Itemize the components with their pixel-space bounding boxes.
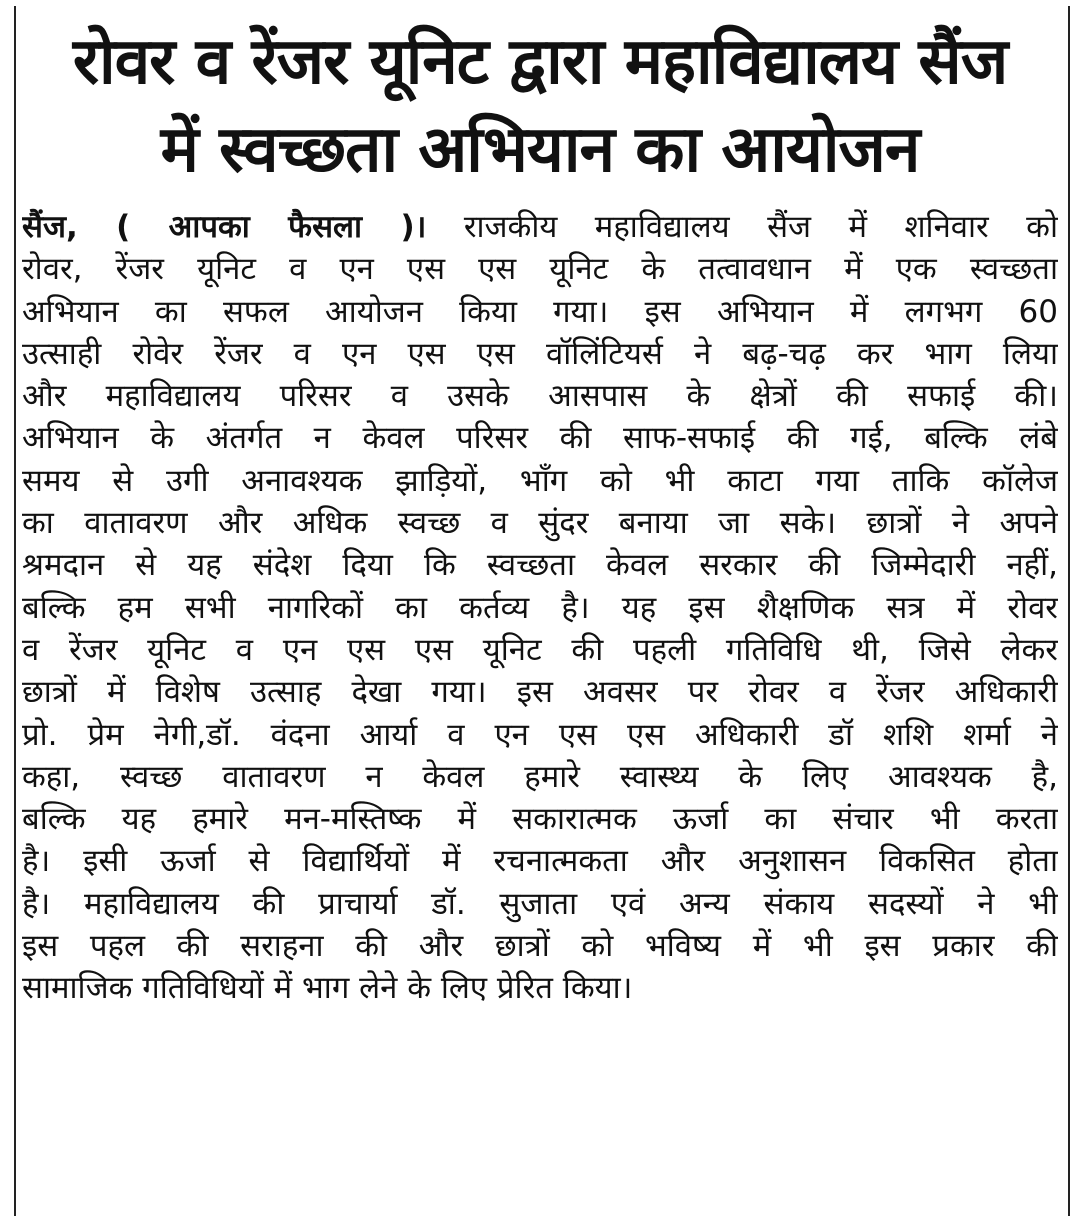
article-line: रोवर, रेंजर यूनिट व एन एस एस यूनिट के तत्वावधान में एक स्वच्छता (22, 251, 1058, 288)
article-line: है। इसी ऊर्जा से विद्यार्थियों में रचनात्मकता और अनुशासन विकसित होता (22, 843, 1058, 880)
article-line: है। महाविद्यालय की प्राचार्या डॉ. सुजाता एवं अन्य संकाय सदस्यों ने भी (22, 885, 1058, 922)
article-body (22, 206, 1058, 1010)
article-line: कहा, स्वच्छ वातावरण न केवल हमारे स्वास्थ्य के लिए आवश्यक है, (22, 758, 1058, 795)
article-line: और महाविद्यालय परिसर व उसके आसपास के क्षेत्रों की सफाई की। (22, 378, 1058, 415)
article-line: अभियान के अंतर्गत न केवल परिसर की साफ-सफाई की गई, बल्कि लंबे (22, 420, 1058, 457)
article-line: समय से उगी अनावश्यक झाड़ियों, भाँग को भी काटा गया ताकि कॉलेज (22, 462, 1058, 499)
article-line (22, 206, 1058, 248)
article-line: व रेंजर यूनिट व एन एस एस यूनिट की पहली गतिविधि थी, जिसे लेकर (22, 631, 1058, 668)
article-line: उत्साही रोवेर रेंजर व एन एस एस वॉलिंटियर्स ने बढ़-चढ़ कर भाग लिया (22, 335, 1058, 372)
headline-line-1: रोवर व रेंजर यूनिट द्वारा महाविद्यालय सैंज (72, 25, 1008, 99)
dateline: सैंज, ( आपका फैसला )। (22, 209, 427, 245)
article-line: सामाजिक गतिविधियों में भाग लेने के लिए प्रेरित किया। (22, 970, 633, 1007)
article-line: इस पहल की सराहना की और छात्रों को भविष्य में भी इस प्रकार की (22, 928, 1058, 965)
article-line: श्रमदान से यह संदेश दिया कि स्वच्छता केवल सरकार की जिम्मेदारी नहीं, (22, 547, 1058, 584)
article-line: का वातावरण और अधिक स्वच्छ व सुंदर बनाया जा सके। छात्रों ने अपने (22, 505, 1058, 542)
article-line: अभियान का सफल आयोजन किया गया। इस अभियान में लगभग 60 (22, 293, 1058, 330)
headline-line-2: में स्वच्छता अभियान का आयोजन (160, 113, 920, 187)
article-line: प्रो. प्रेम नेगी,डॉ. वंदना आर्या व एन एस एस अधिकारी डॉ शशि शर्मा ने (22, 716, 1058, 753)
article-line: बल्कि यह हमारे मन-मस्तिष्क में सकारात्मक ऊर्जा का संचार भी करता (22, 801, 1058, 838)
article-line: बल्कि हम सभी नागरिकों का कर्तव्य है। यह इस शैक्षणिक सत्र में रोवर (22, 589, 1058, 626)
article-line: छात्रों में विशेष उत्साह देखा गया। इस अवसर पर रोवर व रेंजर अधिकारी (22, 674, 1058, 711)
first-line-text: राजकीय महाविद्यालय सैंज में शनिवार को (426, 209, 1058, 245)
